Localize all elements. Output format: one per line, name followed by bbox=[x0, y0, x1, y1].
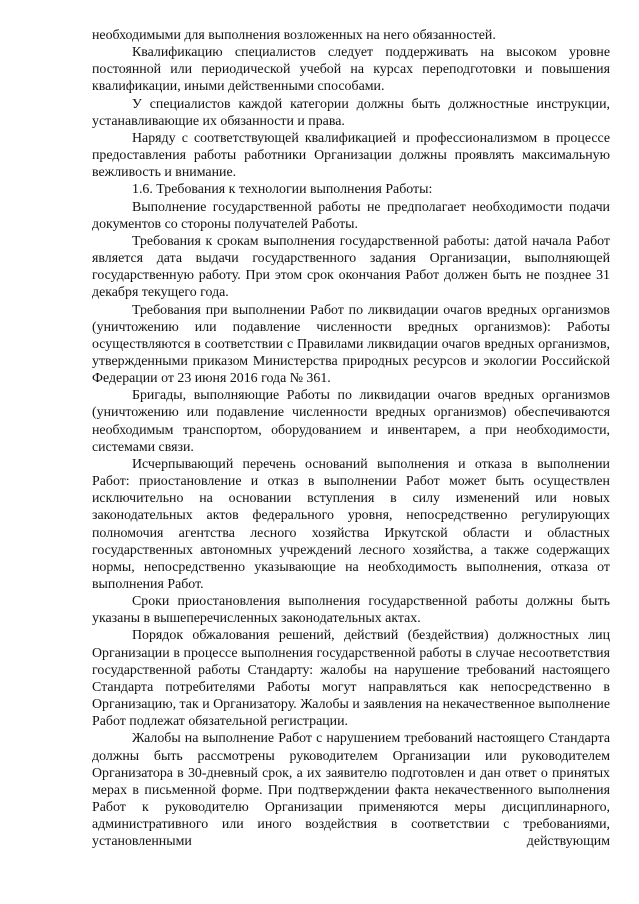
paragraph-courtesy: Наряду с соответствующей квалификацией и профессионализмом в процессе предоставления работы работники Организации должны проявлять максимальную вежливость и внимание. bbox=[92, 130, 610, 181]
paragraph-job-instructions: У специалистов каждой категории должны быть должностные инструкции, устанавливающие их обязанности и права. bbox=[92, 96, 610, 129]
paragraph-appeal-procedure: Порядок обжалования решений, действий (бездействия) должностных лиц Организации в процессе выполнения государственной работы в случае несоответствия государственной работы Стандарту: жалобы на нарушение требований настоящего Стандарта потребителями Работы могут направляться как непосредственно в Организацию, так и Организатору. Жалобы и заявления на некачественное выполнение Работ подлежат обязательной регистрации. bbox=[92, 628, 610, 730]
paragraph-suspension-terms: Сроки приостановления выполнения государственной работы должны быть указаны в вышеперечисленных законодательных актах. bbox=[92, 594, 610, 627]
section-heading-1-6: 1.6. Требования к технологии выполнения Работы: bbox=[132, 182, 433, 198]
paragraph-complaints: Жалобы на выполнение Работ с нарушением требований настоящего Стандарта должны быть рассмотрены руководителем Организации или руководителем Организатора в 30-дневный срок, а их заявителю подготовлен и дан ответ о принятых мерах в письменной форме. При подтверждении факта некачественного выполнения Работ к руководителю Организации применяются меры дисциплинарного, административного или иного воздействия в соответствии с требованиями, установленными действующим bbox=[92, 731, 610, 850]
paragraph-no-documents: Выполнение государственной работы не предполагает необходимости подачи документов со стороны получателей Работы. bbox=[92, 199, 610, 232]
document-page bbox=[92, 27, 610, 851]
paragraph-refusal-grounds: Исчерпывающий перечень оснований выполнения и отказа в выполнении Работ: приостановление и отказ в выполнении Работ может быть осуществлен исключительно на основании вступления в силу изменений или новых законодательных актов федерального уровня, непосредственно регулирующих полномочия агентства лесного хозяйства Иркутской области и областных государственных автономных учреждений лесного хозяйства, а также содержащих нормы, непосредственно указывающие на необходимость выполнения, отказа от выполнения Работ. bbox=[92, 456, 610, 592]
paragraph-continuation: необходимыми для выполнения возложенных на него обязанностей. bbox=[92, 28, 496, 43]
paragraph-deadlines: Требования к срокам выполнения государственной работы: датой начала Работ является дата выдачи государственного задания Организации, выполняющей государственную работу. При этом срок окончания Работ должен быть не позднее 31 декабря текущего года. bbox=[92, 233, 610, 301]
paragraph-qualification: Квалификацию специалистов следует поддерживать на высоком уровне постоянной или периодической учебой на курсах переподготовки и повышения квалификации, иными действенными способами. bbox=[92, 45, 610, 95]
paragraph-brigades: Бригады, выполняющие Работы по ликвидации очагов вредных организмов (уничтожению или подавление численности вредных организмов) обеспечиваются необходимым транспортом, оборудованием и инвентарем, а при необходимости, системами связи. bbox=[92, 388, 610, 455]
paragraph-pest-requirements: Требования при выполнении Работ по ликвидации очагов вредных организмов (уничтожению или подавление численности вредных организмов): Работы осуществляются в соответствии с Правилами ликвидации очагов вредных организмов, утвержденными приказом Министерства природных ресурсов и экологии Российской Федерации от 23 июня 2016 года № 361. bbox=[92, 302, 610, 387]
